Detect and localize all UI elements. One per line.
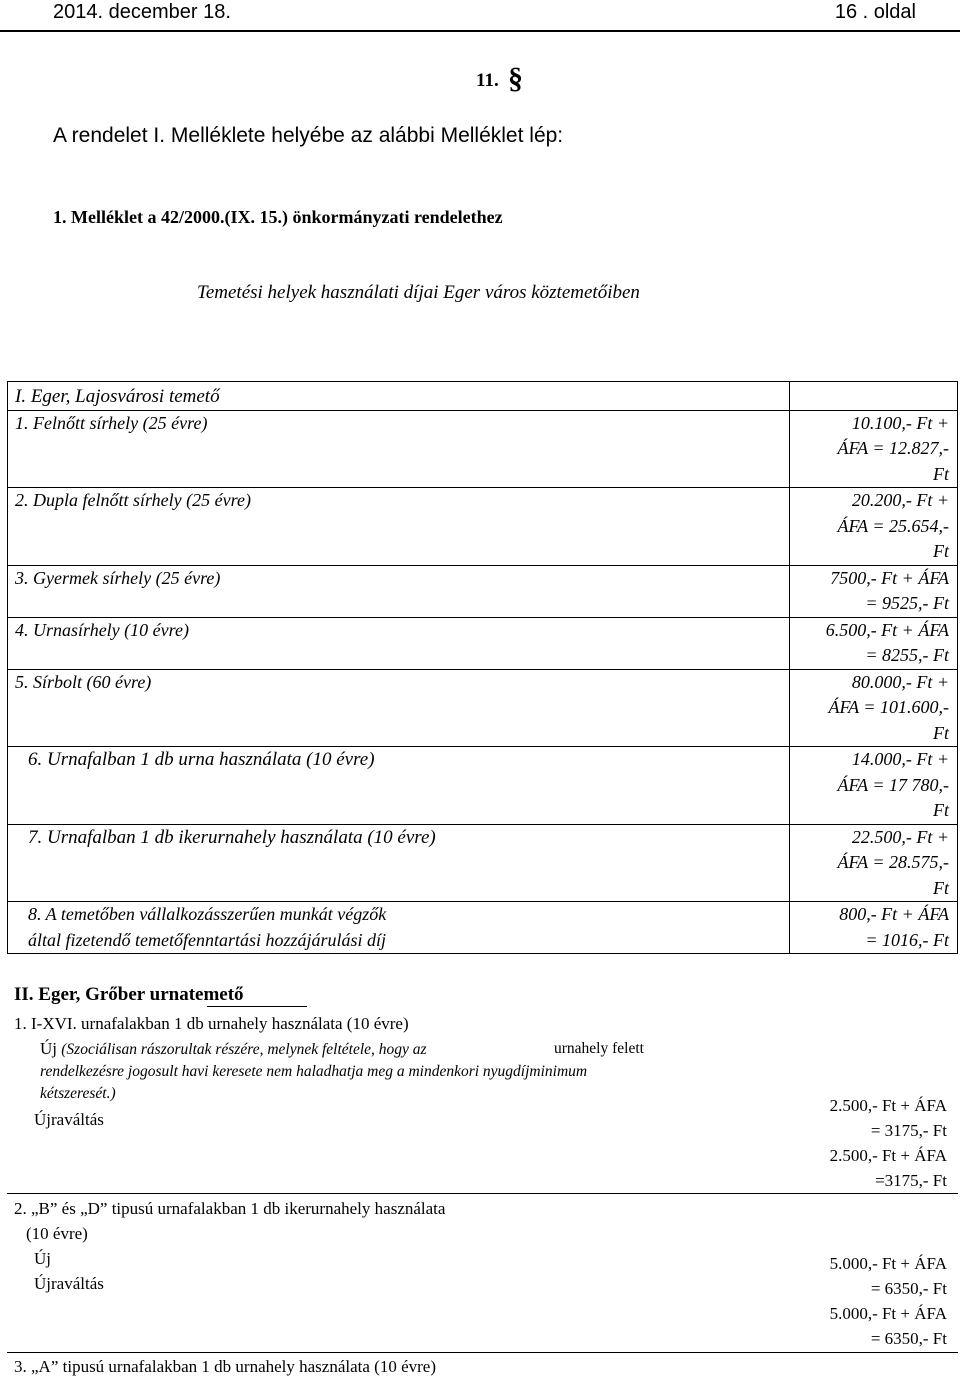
price-line: = 8255,- Ft — [865, 645, 949, 665]
item2-ujravaltas: Újraváltás — [34, 1274, 104, 1293]
price-line: Ft — [933, 722, 949, 743]
price-line: 800,- Ft + ÁFA — [839, 904, 949, 924]
table-row — [8, 824, 958, 902]
row-label: 4. Urnasírhely (10 évre) — [15, 619, 189, 640]
cemetery1-title-cell — [8, 382, 790, 411]
table-row — [8, 382, 958, 411]
price-line: = 6350,- Ft — [870, 1279, 947, 1298]
item1-note-line1: (Szociálisan rászorultak részére, melynek feltétele, hogy az — [61, 1041, 427, 1058]
table-row — [8, 410, 958, 488]
item2-label-continued: (10 évre) — [26, 1224, 88, 1243]
row-label: 6. Urnafalban 1 db urna használata (10 évre) — [28, 749, 375, 770]
row-label: 3. Gyermek sírhely (25 évre) — [15, 567, 221, 588]
item1-label: 1. I-XVI. urnafalakban 1 db urnahely használata (10 évre) — [14, 1014, 409, 1033]
price-line: ÁFA = 25.654,- — [837, 515, 949, 536]
table-row — [8, 747, 958, 825]
row-label: 1. Felnőtt sírhely (25 évre) — [15, 412, 208, 433]
cemetery2-title: II. Eger, Grőber urnatemető — [14, 984, 244, 1005]
price-line: 20.200,- Ft + — [851, 490, 949, 510]
item1-uj-label: Új — [40, 1039, 57, 1058]
intro-text: A rendelet I. Melléklete helyébe az alábbi Melléklet lép: — [53, 124, 564, 147]
item1-note-line2: rendelkezésre jogosult havi keresete nem haladhatja meg a mindenkori nyugdíjminimum — [40, 1063, 588, 1080]
price-line: 7500,- Ft + ÁFA — [830, 567, 949, 588]
price-line: = 1016,- Ft — [865, 929, 949, 950]
price-line: = 6350,- Ft — [870, 1329, 947, 1348]
price-line: 2.500,- Ft + ÁFA — [829, 1146, 947, 1165]
price-line: = 3175,- Ft — [870, 1121, 947, 1140]
row-label: 7. Urnafalban 1 db ikerurnahely használata (10 évre) — [28, 826, 436, 848]
price-line: Ft — [933, 463, 949, 484]
item-divider — [7, 1193, 958, 1194]
price-line: = 9525,- Ft — [865, 593, 949, 613]
price-line: Ft — [933, 541, 949, 561]
header-page-number: 16 . oldal — [834, 1, 916, 23]
price-line: 80.000,- Ft + — [851, 671, 949, 692]
price-line: 2.500,- Ft + ÁFA — [829, 1096, 947, 1115]
empty-cell — [790, 382, 958, 411]
table-row — [8, 488, 958, 566]
item1-note-line1b: urnahely felett — [554, 1040, 644, 1057]
cemetery1-title: I. Eger, Lajosvárosi temető — [15, 386, 220, 407]
row-label-continued: által fizetendő temetőfenntartási hozzájárulási díj — [28, 929, 386, 950]
item-divider — [7, 1352, 958, 1353]
header-rule — [0, 30, 960, 32]
row-label: 8. A temetőben vállalkozásszerűen munkát végzők — [28, 904, 387, 924]
section-symbol: § — [508, 62, 523, 95]
table-row — [8, 617, 958, 669]
price-line: ÁFA = 28.575,- — [837, 852, 949, 872]
item1-price-new — [830, 1093, 947, 1193]
section-number: 11. — [476, 70, 499, 91]
price-line: ÁFA = 17 780,- — [837, 774, 949, 795]
price-line: 6.500,- Ft + ÁFA — [825, 619, 949, 640]
price-line: 5.000,- Ft + ÁFA — [829, 1254, 947, 1273]
item2-uj: Új — [34, 1249, 51, 1268]
item1-ujravaltas: Újraváltás — [34, 1110, 104, 1129]
table-row — [8, 669, 958, 747]
price-line: =3175,- Ft — [875, 1171, 947, 1190]
price-line: ÁFA = 12.827,- — [837, 438, 949, 458]
cemetery2-title-underline — [207, 1006, 307, 1007]
item3-label: 3. „A” tipusú urnafalakban 1 db urnahely használata (10 évre) — [14, 1357, 436, 1376]
document-subtitle: Temetési helyek használati díjai Eger város köztemetőiben — [197, 282, 640, 303]
price-line: 10.100,- Ft + — [851, 412, 949, 433]
item1-uj — [40, 1036, 427, 1062]
header-date: 2014. december 18. — [53, 1, 231, 23]
price-line: 5.000,- Ft + ÁFA — [829, 1304, 947, 1323]
row-label: 2. Dupla felnőtt sírhely (25 évre) — [15, 490, 251, 510]
item2-price — [830, 1251, 947, 1351]
row-label: 5. Sírbolt (60 évre) — [15, 671, 152, 692]
annex-title: 1. Melléklet a 42/2000.(IX. 15.) önkormányzati rendelethez — [53, 207, 503, 227]
price-line: Ft — [933, 800, 949, 820]
item1-note-line3: kétszeresét.) — [40, 1085, 116, 1102]
price-line: 22.500,- Ft + — [851, 826, 949, 847]
fee-table — [7, 381, 958, 954]
table-row — [8, 565, 958, 617]
price-line: 14.000,- Ft + — [851, 749, 949, 769]
price-line: Ft — [933, 877, 949, 898]
table-row — [8, 902, 958, 954]
item2-label: 2. „B” és „D” tipusú urnafalakban 1 db ikerurnahely használata — [14, 1199, 446, 1218]
price-line: ÁFA = 101.600,- — [828, 697, 949, 717]
